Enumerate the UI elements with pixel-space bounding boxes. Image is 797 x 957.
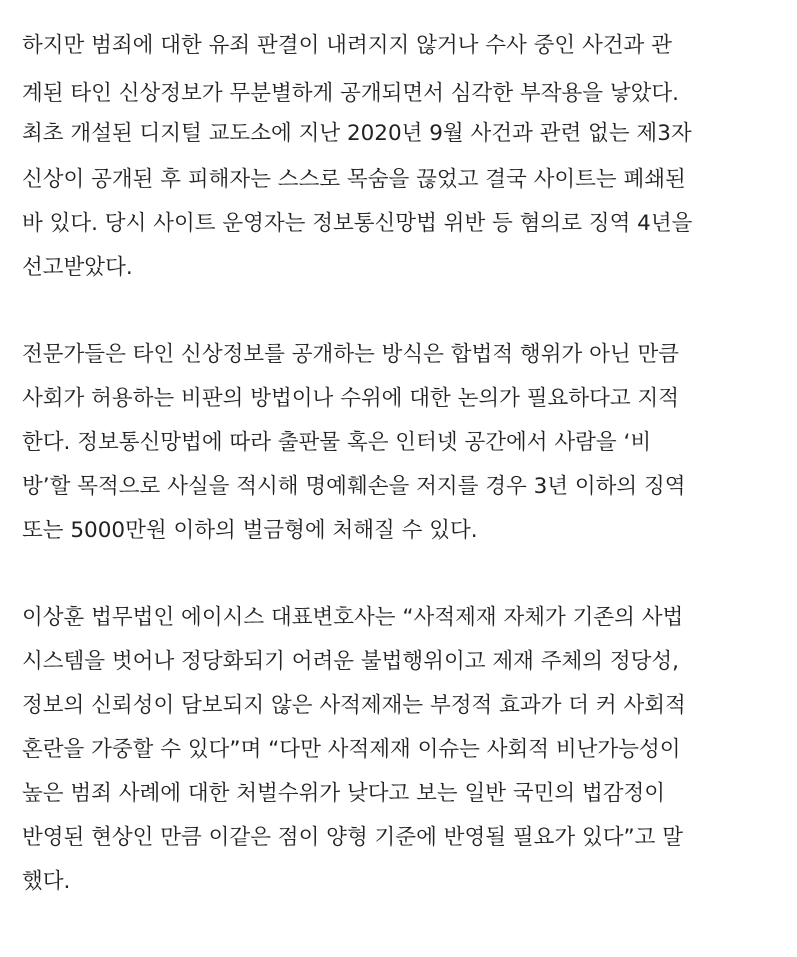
text-line: 또는 5000만원 이하의 벌금형에 처해질 수 있다.	[22, 518, 478, 543]
text-line: 전문가들은 타인 신상정보를 공개하는 방식은 합법적 행위가 아닌 만큼	[22, 342, 679, 367]
text-line: 신상이 공개된 후 피해자는 스스로 목숨을 끊었고 결국 사이트는 폐쇄된	[22, 167, 686, 192]
text-line: 방’할 목적으로 사실을 적시해 명예훼손을 저지를 경우 3년 이하의 징역	[22, 474, 686, 499]
text-line: 최초 개설된 디지털 교도소에 지난 2020년 9월 사건과 관련 없는 제3자	[22, 121, 692, 146]
text-line: 높은 범죄 사례에 대한 처벌수위가 낮다고 보는 일반 국민의 법감정이	[22, 781, 666, 806]
text-line: 정보의 신뢰성이 담보되지 않은 사적제재는 부정적 효과가 더 커 사회적	[22, 693, 686, 718]
text-line: 선고받았다.	[22, 255, 133, 280]
text-line: 하지만 범죄에 대한 유죄 판결이 내려지지 않거나 수사 중인 사건과 관	[22, 33, 672, 58]
text-line: 계된 타인 신상정보가 무분별하게 공개되면서 심각한 부작용을 낳았다.	[22, 81, 679, 106]
text-line: 이상훈 법무법인 에이시스 대표변호사는 “사적제재 자체가 기존의 사법	[22, 605, 684, 630]
text-line: 반영된 현상인 만큼 이같은 점이 양형 기준에 반영될 필요가 있다”고 말	[22, 825, 684, 850]
text-line: 시스템을 벗어나 정당화되기 어려운 불법행위이고 제재 주체의 정당성,	[22, 649, 679, 674]
text-line: 한다. 정보통신망법에 따라 출판물 혹은 인터넷 공간에서 사람을 ‘비	[22, 430, 652, 455]
text-line: 사회가 허용하는 비판의 방법이나 수위에 대한 논의가 필요하다고 지적	[22, 386, 679, 411]
text-line: 혼란을 가중할 수 있다”며 “다만 사적제재 이슈는 사회적 비난가능성이	[22, 737, 681, 762]
text-line: 바 있다. 당시 사이트 운영자는 정보통신망법 위반 등 혐의로 징역 4년을	[22, 211, 693, 236]
text-line: 했다.	[22, 869, 71, 894]
